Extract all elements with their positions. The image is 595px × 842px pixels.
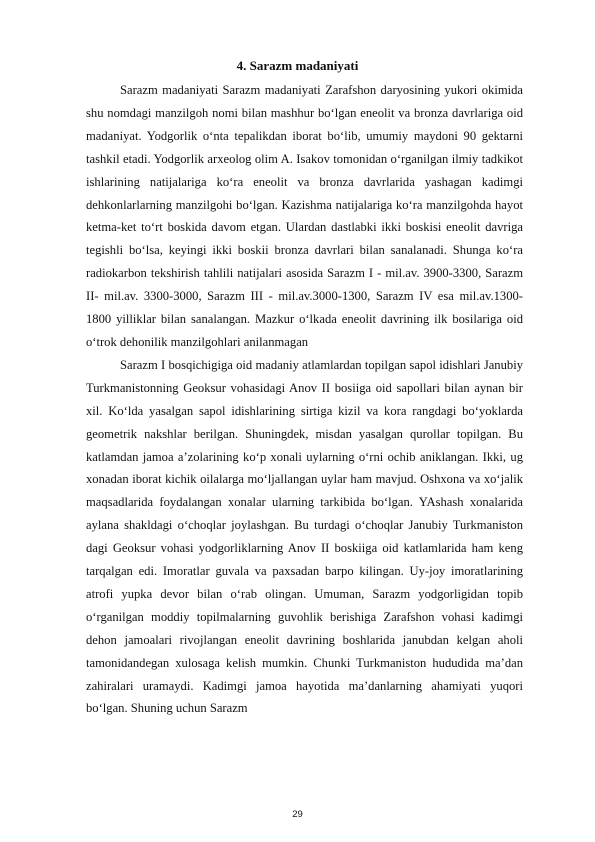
paragraph-1: Sarazm madaniyati Sarazm madaniyati Zarafshon daryosining yukori okimida shu nomdagi manzilgoh nomi bilan mashhur bo‘lgan eneolit va bronza davrlariga oid madaniyat. Yodgorlik o‘nta tepalikdan iborat bo‘lib, umumiy maydoni 90 gektarni tashkil etadi. Yodgorlik arxeolog olim A. Isakov tomonidan o‘rganilgan ilmiy tadkikot ishlarining natijalariga ko‘ra eneolit va bronza davrlarida yashagan kadimgi dehkonlarlarning manzilgohi bo‘lgan. Kazishma natijalariga ko‘ra manzilgohda hayot ketma-ket to‘rt boskida davom etgan. Ulardan dastlabki ikki boskisi eneolit davriga tegishli bo‘lsa, keyingi ikki boskii bronza davrlari bilan sanalanadi. Shunga ko‘ra radiokarbon tekshirish tahlili natijalari asosida Sarazm I - mil.av. 3900-3300, Sarazm II- mil.av. 3300-3000, Sarazm III - mil.av.3000-1300, Sarazm IV esa mil.av.1300-1800 yilliklar bilan sanalangan. Mazkur o‘lkada eneolit davrining ilk bosilariga oid o‘trok dehonilik manzilgohlari anilanmagan bbox=[86, 83, 523, 349]
page-number: 29 bbox=[292, 809, 303, 820]
paragraph-2: Sarazm I bosqichigiga oid madaniy atlamlardan topilgan sapol idishlari Janubiy Turkmanistonning Geoksur vohasidagi Anov II bosiiga oid sapollari bilan aynan bir xil. Ko‘lda yasalgan sapol idishlarining sirtiga kizil va kora rangdagi bo‘yoklarda geometrik nakshlar berilgan. Shuningdek, misdan yasalgan qurollar topilgan. Bu katlamdan jamoa a’zolarining ko‘p xonali uylarning o‘rni ochib aniklangan. Ikki, ug xonadan iborat kichik oilalarga mo‘ljallangan uylar ham mavjud. Oshxona va xo‘jalik maqsadlarida foydalangan xonalar ularning tarkibida bo‘lgan. YAshash xonalarida aylana shakldagi o‘choqlar joylashgan. Bu turdagi o‘choqlar Janubiy Turkmaniston dagi Geoksur vohasi yodgorliklarning Anov II boskiiga oid katlamlarida ham keng tarqalgan edi. Imoratlar guvala va paxsadan barpo kilingan. Uy-joy imoratlarining atrofi yupka devor bilan o‘rab olingan. Umuman, Sarazm yodgorligidan topib o‘rganilgan moddiy topilmalarning guvohlik berishiga Zarafshon vohasi kadimgi dehon jamoalari rivojlangan eneolit davrining boshlarida janubdan kelgan aholi tamonidandegan xulosaga kelish mumkin. Chunki Turkmaniston hududida ma’dan zahiralari uramaydi. Kadimgi jamoa hayotida ma’danlarning ahamiyati yuqori bo‘lgan. Shuning uchun Sarazm bbox=[86, 357, 523, 716]
body-text bbox=[86, 79, 523, 720]
section-heading: 4. Sarazm madaniyati bbox=[236, 58, 359, 73]
